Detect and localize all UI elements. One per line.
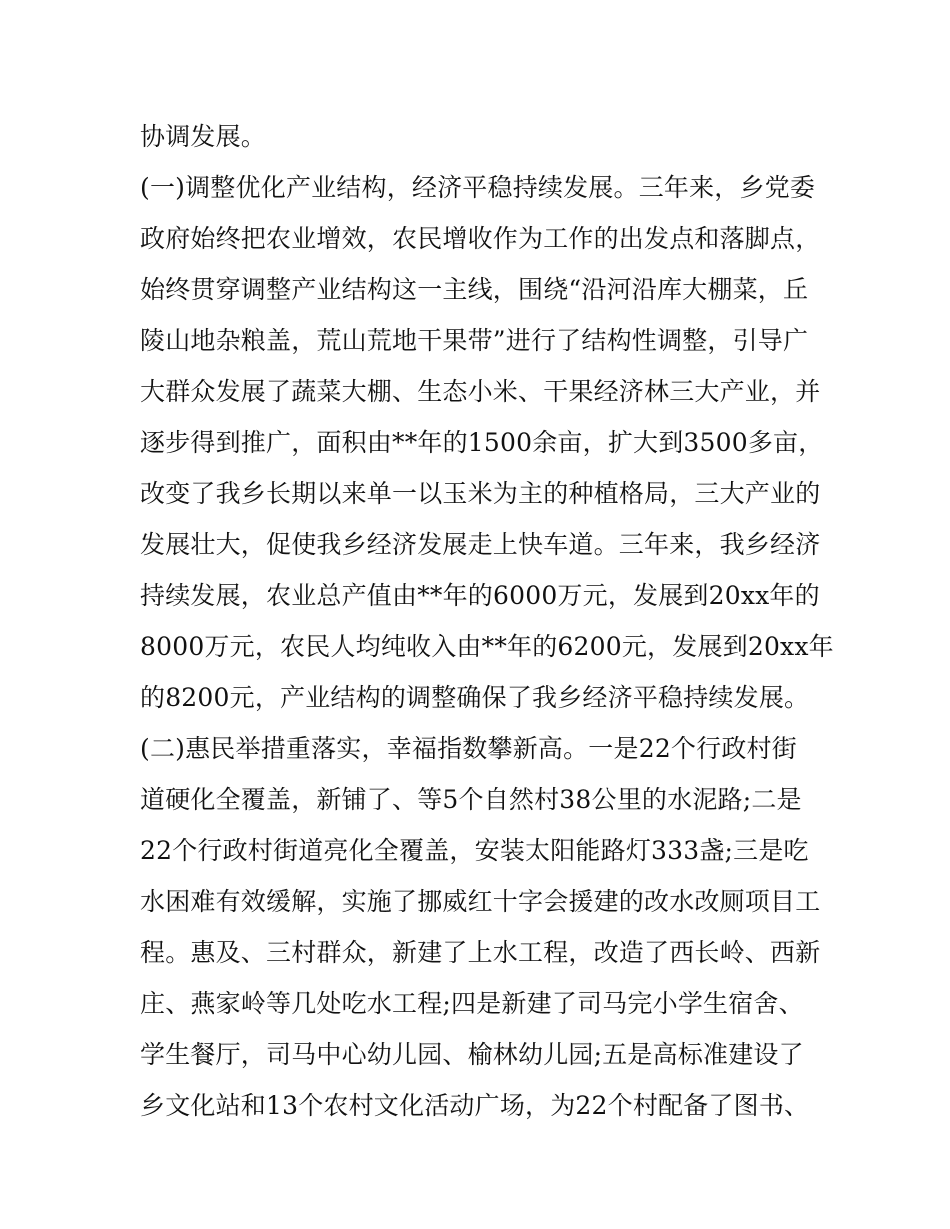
- text-line: 的8200元，产业结构的调整确保了我乡经济平稳持续发展。: [140, 683, 810, 712]
- text-line: 乡文化站和13个农村文化活动广场，为22个村配备了图书、: [140, 1091, 810, 1120]
- text-line: 22个行政村街道亮化全覆盖，安装太阳能路灯333盏;三是吃: [140, 836, 809, 865]
- document-body: [140, 111, 834, 1131]
- text-line: 庄、燕家岭等几处吃水工程;四是新建了司马完小学生宿舍、: [140, 989, 804, 1018]
- text-line: 道硬化全覆盖，新铺了、等5个自然村38公里的水泥路;二是: [140, 785, 802, 814]
- text-line: 政府始终把农业增效，农民增收作为工作的出发点和落脚点，: [140, 224, 821, 253]
- text-line: (二)惠民举措重落实，幸福指数攀新高。一是22个行政村街: [140, 734, 797, 763]
- text-line: (一)调整优化产业结构，经济平稳持续发展。三年来，乡党委: [140, 173, 816, 202]
- text-line: 陵山地杂粮盖，荒山荒地干果带”进行了结构性调整，引导广: [140, 326, 809, 355]
- text-line: 水困难有效缓解，实施了挪威红十字会援建的改水改厕项目工: [140, 887, 821, 916]
- text-line: 8000万元，农民人均纯收入由**年的6200元，发展到20xx年: [140, 632, 834, 661]
- text-line: 协调发展。: [140, 122, 267, 151]
- text-line: 发展壮大，促使我乡经济发展走上快车道。三年来，我乡经济: [140, 530, 821, 559]
- text-line: 大群众发展了蔬菜大棚、生态小米、干果经济林三大产业，并: [140, 377, 821, 406]
- text-line: 程。惠及、三村群众，新建了上水工程，改造了西长岭、西新: [140, 938, 821, 967]
- text-line: 逐步得到推广，面积由**年的1500余亩，扩大到3500多亩，: [140, 428, 824, 457]
- text-line: 学生餐厅，司马中心幼儿园、榆林幼儿园;五是高标准建设了: [140, 1040, 804, 1069]
- text-line: 始终贯穿调整产业结构这一主线，围绕“沿河沿库大棚菜，丘: [140, 275, 809, 304]
- text-line: 改变了我乡长期以来单一以玉米为主的种植格局，三大产业的: [140, 479, 821, 508]
- text-line: 持续发展，农业总产值由**年的6000万元，发展到20xx年的: [140, 581, 820, 610]
